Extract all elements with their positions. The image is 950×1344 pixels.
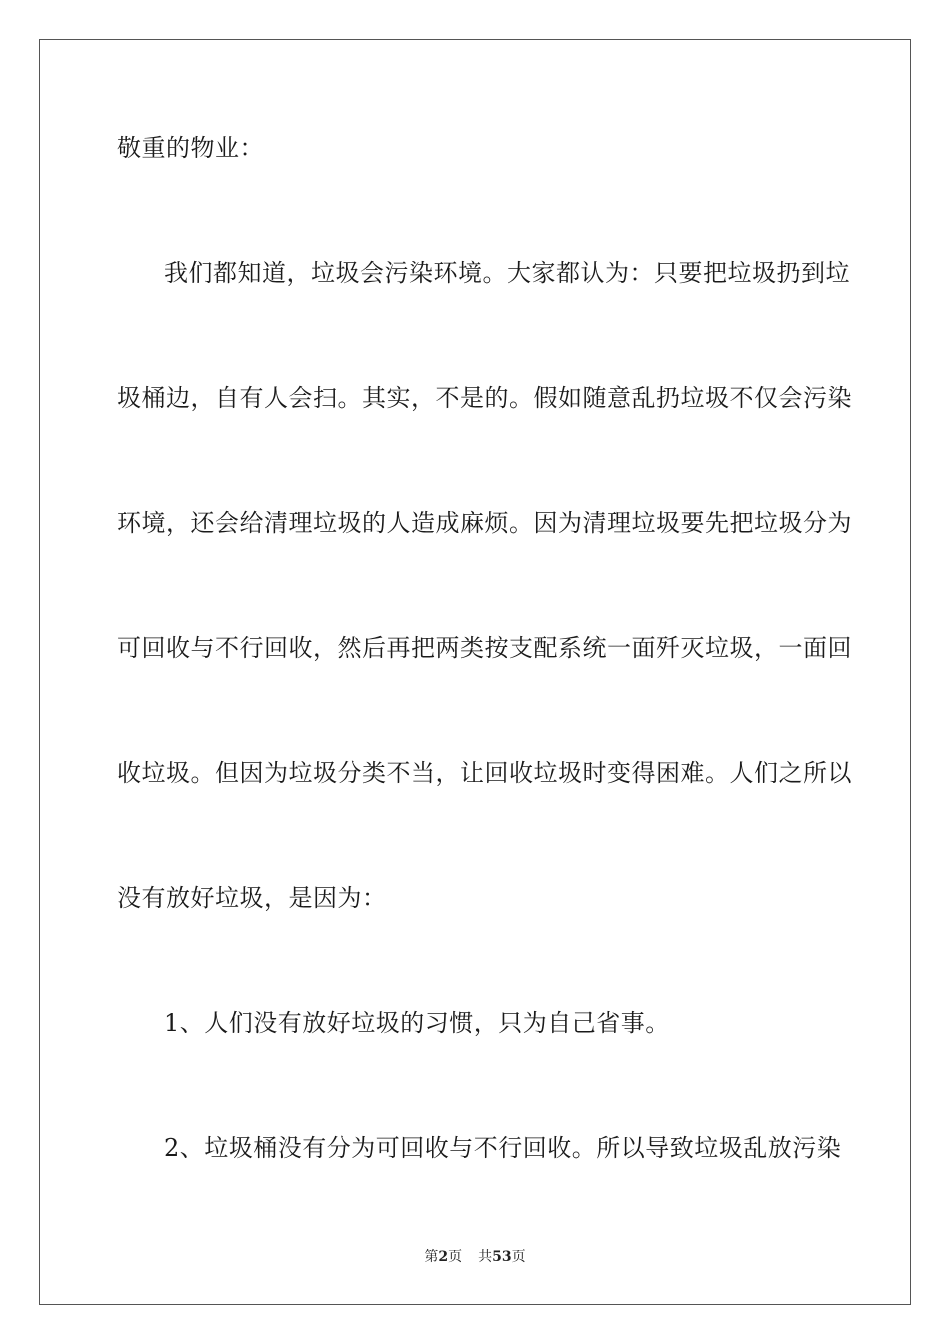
total-suffix: 页 <box>511 1249 526 1265</box>
page-border <box>39 39 911 1305</box>
paragraph-line-4: 可回收与不行回收，然后再把两类按支配系统一面歼灭垃圾，一面回 <box>117 634 852 662</box>
salutation: 敬重的物业： <box>117 134 264 162</box>
page-prefix: 第 <box>424 1249 439 1265</box>
total-prefix: 共 <box>478 1249 493 1265</box>
paragraph-line-5: 收垃圾。但因为垃圾分类不当，让回收垃圾时变得困难。人们之所以 <box>117 759 852 787</box>
paragraph-line-2: 圾桶边，自有人会扫。其实，不是的。假如随意乱扔垃圾不仅会污染 <box>117 384 852 412</box>
page-footer <box>0 1248 950 1266</box>
paragraph-line-6: 没有放好垃圾，是因为： <box>117 884 387 912</box>
total-pages: 53 <box>492 1249 512 1265</box>
page-suffix: 页 <box>448 1249 463 1265</box>
paragraph-line-3: 环境，还会给清理垃圾的人造成麻烦。因为清理垃圾要先把垃圾分为 <box>117 509 852 537</box>
page-number: 2 <box>438 1249 449 1265</box>
list-item-1: 1、人们没有放好垃圾的习惯，只为自己省事。 <box>164 1009 670 1037</box>
paragraph-line-1: 我们都知道，垃圾会污染环境。大家都认为：只要把垃圾扔到垃 <box>164 259 850 287</box>
list-item-2: 2、垃圾桶没有分为可回收与不行回收。所以导致垃圾乱放污染 <box>164 1134 842 1162</box>
